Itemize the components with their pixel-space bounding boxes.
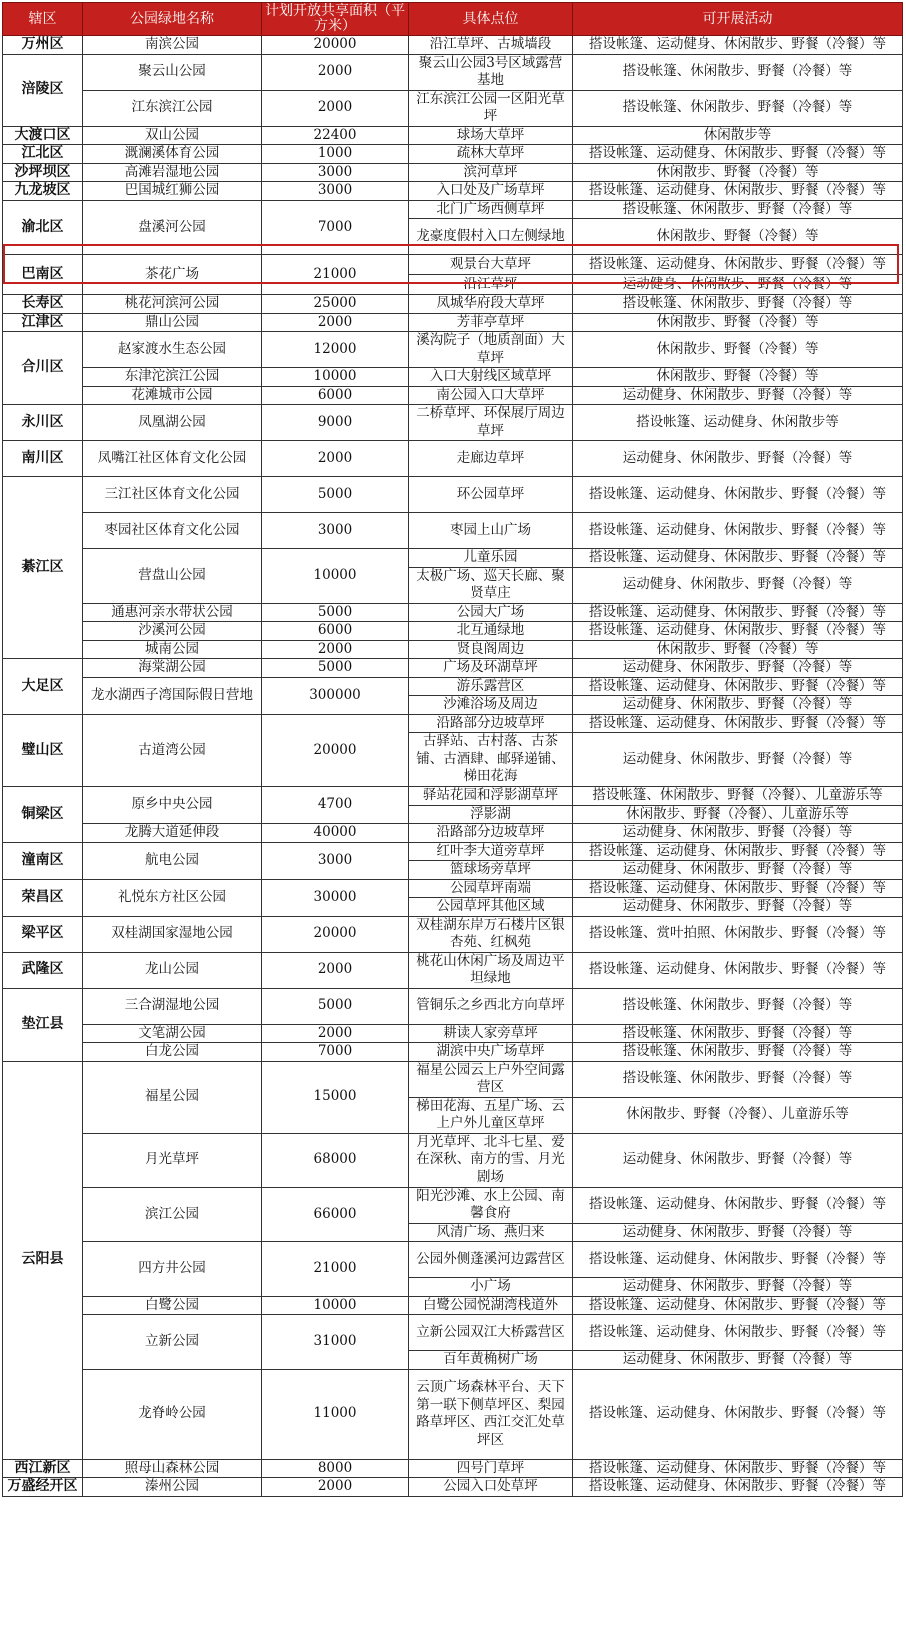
table-row	[3, 405, 903, 441]
park-name-cell: 月光草坪	[83, 1133, 262, 1187]
activities-cell: 休闲散步、野餐（冷餐）等	[573, 163, 903, 182]
table-row	[3, 622, 903, 641]
district-cell: 涪陵区	[3, 54, 83, 126]
table-row	[3, 182, 903, 201]
area-cell: 2000	[262, 1478, 409, 1497]
activities-cell: 运动健身、休闲散步、野餐（冷餐）等	[573, 1278, 903, 1297]
park-name-cell: 龙腾大道延伸段	[83, 824, 262, 843]
activities-cell: 搭设帐篷、休闲散步、野餐（冷餐）等	[573, 295, 903, 314]
location-cell: 北互通绿地	[409, 622, 573, 641]
area-cell: 4700	[262, 787, 409, 824]
location-cell: 溪沟院子（地质剖面）大草坪	[409, 332, 573, 368]
location-cell: 公园入口处草坪	[409, 1478, 573, 1497]
park-name-cell: 照母山森林公园	[83, 1459, 262, 1478]
area-cell: 20000	[262, 714, 409, 787]
location-cell: 疏林大草坪	[409, 145, 573, 164]
table-row	[3, 368, 903, 387]
location-cell: 湖滨中央广场草坪	[409, 1043, 573, 1062]
location-cell: 沿江草坪	[409, 275, 573, 295]
activities-cell: 运动健身、休闲散步、野餐（冷餐）等	[573, 659, 903, 678]
park-name-cell: 立新公园	[83, 1315, 262, 1370]
table-row	[3, 1369, 903, 1459]
table-row	[3, 255, 903, 275]
area-cell: 3000	[262, 163, 409, 182]
park-name-cell: 双桂湖国家湿地公园	[83, 916, 262, 952]
activities-cell: 搭设帐篷、运动健身、休闲散步、野餐（冷餐）等	[573, 549, 903, 568]
table-row	[3, 441, 903, 477]
park-name-cell: 三江社区体育文化公园	[83, 477, 262, 513]
table-row	[3, 549, 903, 568]
table-row	[3, 952, 903, 988]
park-name-cell: 凤嘴江社区体育文化公园	[83, 441, 262, 477]
location-cell: 梯田花海、五星广场、云上户外儿童区草坪	[409, 1097, 573, 1133]
park-name-cell: 凤凰湖公园	[83, 405, 262, 441]
table-row	[3, 916, 903, 952]
area-cell: 8000	[262, 1459, 409, 1478]
activities-cell: 搭设帐篷、运动健身、休闲散步、野餐（冷餐）等	[573, 603, 903, 622]
table-row	[3, 332, 903, 368]
park-name-cell: 南滨公园	[83, 36, 262, 55]
location-cell: 公园大广场	[409, 603, 573, 622]
activities-cell: 搭设帐篷、休闲散步、野餐（冷餐）等	[573, 200, 903, 219]
table-row	[3, 1459, 903, 1478]
park-name-cell: 福星公园	[83, 1061, 262, 1133]
park-name-cell: 原乡中央公园	[83, 787, 262, 824]
activities-cell: 搭设帐篷、运动健身、休闲散步、野餐（冷餐）等	[573, 1459, 903, 1478]
area-cell: 7000	[262, 200, 409, 255]
location-cell: 太极广场、巡天长廊、聚贤草庄	[409, 567, 573, 603]
district-cell: 西江新区	[3, 1459, 83, 1478]
park-name-cell: 营盘山公园	[83, 549, 262, 604]
park-name-cell: 聚云山公园	[83, 54, 262, 90]
activities-cell: 搭设帐篷、运动健身、休闲散步、野餐（冷餐）等	[573, 622, 903, 641]
area-cell: 6000	[262, 622, 409, 641]
location-cell: 耕读人家旁草坪	[409, 1024, 573, 1043]
location-cell: 沿路部分边坡草坪	[409, 714, 573, 733]
table-row	[3, 1187, 903, 1223]
district-cell: 綦江区	[3, 477, 83, 659]
area-cell: 10000	[262, 368, 409, 387]
activities-cell: 搭设帐篷、休闲散步、野餐（冷餐）、儿童游乐等	[573, 787, 903, 806]
activities-cell: 搭设帐篷、休闲散步、野餐（冷餐）等	[573, 90, 903, 126]
park-name-cell: 沙溪河公园	[83, 622, 262, 641]
park-name-cell: 鼎山公园	[83, 313, 262, 332]
location-cell: 四号门草坪	[409, 1459, 573, 1478]
location-cell: 凤城华府段大草坪	[409, 295, 573, 314]
area-cell: 10000	[262, 1296, 409, 1315]
district-cell: 大足区	[3, 659, 83, 715]
area-cell: 21000	[262, 255, 409, 295]
location-cell: 月光草坪、北斗七星、爱在深秋、南方的雪、月光剧场	[409, 1133, 573, 1187]
area-cell: 30000	[262, 879, 409, 916]
table-row	[3, 640, 903, 659]
table-row	[3, 603, 903, 622]
area-cell: 2000	[262, 1024, 409, 1043]
table-row	[3, 677, 903, 696]
activities-cell: 运动健身、休闲散步、野餐（冷餐）等	[573, 275, 903, 295]
activities-cell: 搭设帐篷、运动健身、休闲散步、野餐（冷餐）等	[573, 513, 903, 549]
activities-cell: 运动健身、休闲散步、野餐（冷餐）等	[573, 1351, 903, 1370]
location-cell: 双桂湖东岸万石楼片区银杏苑、红枫苑	[409, 916, 573, 952]
area-cell: 2000	[262, 441, 409, 477]
district-cell: 璧山区	[3, 714, 83, 787]
location-cell: 沙滩浴场及周边	[409, 696, 573, 715]
park-name-cell: 茶花广场	[83, 255, 262, 295]
area-cell: 9000	[262, 405, 409, 441]
location-cell: 桃花山休闲广场及周边平坦绿地	[409, 952, 573, 988]
location-cell: 公园外侧蓬溪河边露营区	[409, 1242, 573, 1278]
area-cell: 3000	[262, 182, 409, 201]
table-row	[3, 163, 903, 182]
activities-cell: 休闲散步等	[573, 126, 903, 145]
district-cell: 云阳县	[3, 1061, 83, 1459]
area-cell: 2000	[262, 54, 409, 90]
activities-cell: 搭设帐篷、运动健身、休闲散步、野餐（冷餐）等	[573, 1242, 903, 1278]
activities-cell: 搭设帐篷、赏叶拍照、休闲散步、野餐（冷餐）等	[573, 916, 903, 952]
area-cell: 31000	[262, 1315, 409, 1370]
location-cell: 北门广场西侧草坪	[409, 200, 573, 219]
district-cell: 荣昌区	[3, 879, 83, 916]
table-row	[3, 1296, 903, 1315]
activities-cell: 搭设帐篷、运动健身、休闲散步、野餐（冷餐）等	[573, 1187, 903, 1223]
park-name-cell: 城南公园	[83, 640, 262, 659]
location-cell: 古驿站、古村落、古茶铺、古酒肆、邮驿递铺、梯田花海	[409, 733, 573, 787]
park-name-cell: 花滩城市公园	[83, 386, 262, 405]
table-row	[3, 90, 903, 126]
table-row	[3, 477, 903, 513]
activities-cell: 搭设帐篷、休闲散步、野餐（冷餐）等	[573, 1061, 903, 1097]
park-name-cell: 溱州公园	[83, 1478, 262, 1497]
activities-cell: 运动健身、休闲散步、野餐（冷餐）等	[573, 898, 903, 917]
location-cell: 环公园草坪	[409, 477, 573, 513]
table-row	[3, 54, 903, 90]
activities-cell: 搭设帐篷、运动健身、休闲散步、野餐（冷餐）等	[573, 182, 903, 201]
table-row	[3, 1478, 903, 1497]
district-cell: 万盛经开区	[3, 1478, 83, 1497]
table-row	[3, 1242, 903, 1278]
area-cell: 3000	[262, 842, 409, 879]
park-name-cell: 文笔湖公园	[83, 1024, 262, 1043]
area-cell: 3000	[262, 513, 409, 549]
area-cell: 21000	[262, 1242, 409, 1297]
activities-cell: 搭设帐篷、运动健身、休闲散步、野餐（冷餐）等	[573, 952, 903, 988]
activities-cell: 运动健身、休闲散步、野餐（冷餐）等	[573, 1133, 903, 1187]
table-row	[3, 659, 903, 678]
activities-cell: 搭设帐篷、休闲散步、野餐（冷餐）等	[573, 1024, 903, 1043]
location-cell: 儿童乐园	[409, 549, 573, 568]
activities-cell: 运动健身、休闲散步、野餐（冷餐）等	[573, 386, 903, 405]
table-row	[3, 787, 903, 806]
location-cell: 云顶广场森林平台、天下第一联下侧草坪区、梨园路草坪区、西江交汇处草坪区	[409, 1369, 573, 1459]
area-cell: 66000	[262, 1187, 409, 1242]
district-cell: 渝北区	[3, 200, 83, 255]
location-cell: 走廊边草坪	[409, 441, 573, 477]
table-row	[3, 988, 903, 1024]
area-cell: 300000	[262, 677, 409, 714]
area-cell: 40000	[262, 824, 409, 843]
activities-cell: 运动健身、休闲散步、野餐（冷餐）等	[573, 1223, 903, 1242]
activities-cell: 休闲散步、野餐（冷餐）等	[573, 368, 903, 387]
activities-cell: 搭设帐篷、运动健身、休闲散步、野餐（冷餐）等	[573, 842, 903, 861]
location-cell: 滨河草坪	[409, 163, 573, 182]
district-cell: 永川区	[3, 405, 83, 441]
district-cell: 铜梁区	[3, 787, 83, 843]
table-row	[3, 386, 903, 405]
area-cell: 15000	[262, 1061, 409, 1133]
park-name-cell: 白龙公园	[83, 1043, 262, 1062]
table-row	[3, 313, 903, 332]
header-location: 具体点位	[409, 3, 573, 36]
header-district: 辖区	[3, 3, 83, 36]
activities-cell: 运动健身、休闲散步、野餐（冷餐）等	[573, 567, 903, 603]
activities-cell: 运动健身、休闲散步、野餐（冷餐）等	[573, 696, 903, 715]
park-name-cell: 海棠湖公园	[83, 659, 262, 678]
location-cell: 公园草坪南端	[409, 879, 573, 898]
location-cell: 风清广场、燕归来	[409, 1223, 573, 1242]
activities-cell: 搭设帐篷、运动健身、休闲散步、野餐（冷餐）等	[573, 677, 903, 696]
location-cell: 江东滨江公园一区阳光草坪	[409, 90, 573, 126]
park-name-cell: 溉澜溪体育公园	[83, 145, 262, 164]
activities-cell: 搭设帐篷、运动健身、休闲散步、野餐（冷餐）等	[573, 477, 903, 513]
location-cell: 球场大草坪	[409, 126, 573, 145]
area-cell: 6000	[262, 386, 409, 405]
district-cell: 潼南区	[3, 842, 83, 879]
park-name-cell: 高滩岩湿地公园	[83, 163, 262, 182]
activities-cell: 搭设帐篷、休闲散步、野餐（冷餐）等	[573, 1043, 903, 1062]
location-cell: 聚云山公园3号区域露营基地	[409, 54, 573, 90]
park-name-cell: 盘溪河公园	[83, 200, 262, 255]
table-row	[3, 200, 903, 219]
park-name-cell: 礼悦东方社区公园	[83, 879, 262, 916]
area-cell: 25000	[262, 295, 409, 314]
location-cell: 小广场	[409, 1278, 573, 1297]
park-name-cell: 巴国城红狮公园	[83, 182, 262, 201]
header-row	[3, 3, 903, 36]
location-cell: 入口处及广场草坪	[409, 182, 573, 201]
activities-cell: 搭设帐篷、运动健身、休闲散步等	[573, 405, 903, 441]
district-cell: 九龙坡区	[3, 182, 83, 201]
area-cell: 20000	[262, 36, 409, 55]
area-cell: 5000	[262, 477, 409, 513]
activities-cell: 搭设帐篷、运动健身、休闲散步、野餐（冷餐）等	[573, 1369, 903, 1459]
location-cell: 广场及环湖草坪	[409, 659, 573, 678]
park-name-cell: 东津沱滨江公园	[83, 368, 262, 387]
activities-cell: 运动健身、休闲散步、野餐（冷餐）等	[573, 824, 903, 843]
area-cell: 5000	[262, 603, 409, 622]
table-row	[3, 36, 903, 55]
district-cell: 长寿区	[3, 295, 83, 314]
activities-cell: 休闲散步、野餐（冷餐）、儿童游乐等	[573, 1097, 903, 1133]
location-cell: 枣园上山广场	[409, 513, 573, 549]
district-cell: 巴南区	[3, 255, 83, 295]
park-name-cell: 枣园社区体育文化公园	[83, 513, 262, 549]
park-list-table	[2, 2, 903, 1497]
header-area: 计划开放共享面积（平方米）	[262, 3, 409, 36]
area-cell: 2000	[262, 640, 409, 659]
location-cell: 福星公园云上户外空间露营区	[409, 1061, 573, 1097]
area-cell: 2000	[262, 90, 409, 126]
location-cell: 二桥草坪、环保展厅周边草坪	[409, 405, 573, 441]
location-cell: 沿路部分边坡草坪	[409, 824, 573, 843]
activities-cell: 搭设帐篷、运动健身、休闲散步、野餐（冷餐）等	[573, 145, 903, 164]
location-cell: 游乐露营区	[409, 677, 573, 696]
activities-cell: 搭设帐篷、运动健身、休闲散步、野餐（冷餐）等	[573, 1315, 903, 1351]
park-name-cell: 桃花河滨河公园	[83, 295, 262, 314]
activities-cell: 搭设帐篷、运动健身、休闲散步、野餐（冷餐）等	[573, 36, 903, 55]
location-cell: 入口大射线区域草坪	[409, 368, 573, 387]
park-name-cell: 龙山公园	[83, 952, 262, 988]
location-cell: 浮影湖	[409, 805, 573, 824]
table-row	[3, 1043, 903, 1062]
district-cell: 江北区	[3, 145, 83, 164]
table-row	[3, 714, 903, 733]
activities-cell: 运动健身、休闲散步、野餐（冷餐）等	[573, 861, 903, 880]
activities-cell: 搭设帐篷、运动健身、休闲散步、野餐（冷餐）等	[573, 1296, 903, 1315]
park-name-cell: 江东滨江公园	[83, 90, 262, 126]
park-name-cell: 古道湾公园	[83, 714, 262, 787]
location-cell: 百年黄桷树广场	[409, 1351, 573, 1370]
activities-cell: 搭设帐篷、运动健身、休闲散步、野餐（冷餐）等	[573, 1478, 903, 1497]
activities-cell: 搭设帐篷、运动健身、休闲散步、野餐（冷餐）等	[573, 879, 903, 898]
area-cell: 5000	[262, 659, 409, 678]
park-name-cell: 白鹭公园	[83, 1296, 262, 1315]
activities-cell: 搭设帐篷、休闲散步、野餐（冷餐）等	[573, 54, 903, 90]
location-cell: 管铜乐之乡西北方向草坪	[409, 988, 573, 1024]
area-cell: 20000	[262, 916, 409, 952]
district-cell: 合川区	[3, 332, 83, 405]
park-name-cell: 赵家渡水生态公园	[83, 332, 262, 368]
location-cell: 沿江草坪、古城墙段	[409, 36, 573, 55]
area-cell: 2000	[262, 952, 409, 988]
activities-cell: 搭设帐篷、运动健身、休闲散步、野餐（冷餐）等	[573, 255, 903, 275]
header-park: 公园绿地名称	[83, 3, 262, 36]
area-cell: 7000	[262, 1043, 409, 1062]
location-cell: 公园草坪其他区域	[409, 898, 573, 917]
district-cell: 梁平区	[3, 916, 83, 952]
area-cell: 2000	[262, 313, 409, 332]
district-cell: 南川区	[3, 441, 83, 477]
table-row	[3, 295, 903, 314]
activities-cell: 休闲散步、野餐（冷餐）等	[573, 313, 903, 332]
area-cell: 5000	[262, 988, 409, 1024]
location-cell: 立新公园双江大桥露营区	[409, 1315, 573, 1351]
location-cell: 观景台大草坪	[409, 255, 573, 275]
activities-cell: 休闲散步、野餐（冷餐）等	[573, 219, 903, 255]
activities-cell: 运动健身、休闲散步、野餐（冷餐）等	[573, 441, 903, 477]
table-row	[3, 1024, 903, 1043]
table-row	[3, 145, 903, 164]
location-cell: 篮球场旁草坪	[409, 861, 573, 880]
table-row	[3, 1061, 903, 1097]
activities-cell: 搭设帐篷、运动健身、休闲散步、野餐（冷餐）等	[573, 714, 903, 733]
district-cell: 武隆区	[3, 952, 83, 988]
area-cell: 22400	[262, 126, 409, 145]
location-cell: 南公园入口大草坪	[409, 386, 573, 405]
activities-cell: 休闲散步、野餐（冷餐）等	[573, 640, 903, 659]
location-cell: 芳菲亭草坪	[409, 313, 573, 332]
park-name-cell: 龙水湖西子湾国际假日营地	[83, 677, 262, 714]
table-row	[3, 126, 903, 145]
park-name-cell: 通惠河亲水带状公园	[83, 603, 262, 622]
area-cell: 12000	[262, 332, 409, 368]
table-row	[3, 824, 903, 843]
park-name-cell: 滨江公园	[83, 1187, 262, 1242]
district-cell: 江津区	[3, 313, 83, 332]
district-cell: 万州区	[3, 36, 83, 55]
table-row	[3, 1133, 903, 1187]
area-cell: 1000	[262, 145, 409, 164]
activities-cell: 运动健身、休闲散步、野餐（冷餐）等	[573, 733, 903, 787]
table-row	[3, 842, 903, 861]
park-name-cell: 双山公园	[83, 126, 262, 145]
activities-cell: 休闲散步、野餐（冷餐）、儿童游乐等	[573, 805, 903, 824]
location-cell: 贤良阁周边	[409, 640, 573, 659]
district-cell: 垫江县	[3, 988, 83, 1061]
header-activities: 可开展活动	[573, 3, 903, 36]
location-cell: 白鹭公园悦湖湾栈道外	[409, 1296, 573, 1315]
location-cell: 龙豪度假村入口左侧绿地	[409, 219, 573, 255]
table-row	[3, 1315, 903, 1351]
park-name-cell: 龙脊岭公园	[83, 1369, 262, 1459]
location-cell: 驿站花园和浮影湖草坪	[409, 787, 573, 806]
district-cell: 大渡口区	[3, 126, 83, 145]
park-name-cell: 四方井公园	[83, 1242, 262, 1297]
activities-cell: 搭设帐篷、休闲散步、野餐（冷餐）等	[573, 988, 903, 1024]
activities-cell: 休闲散步、野餐（冷餐）等	[573, 332, 903, 368]
district-cell: 沙坪坝区	[3, 163, 83, 182]
table-row	[3, 879, 903, 898]
table-row	[3, 513, 903, 549]
area-cell: 10000	[262, 549, 409, 604]
park-name-cell: 三合湖湿地公园	[83, 988, 262, 1024]
location-cell: 阳光沙滩、水上公园、南馨食府	[409, 1187, 573, 1223]
area-cell: 68000	[262, 1133, 409, 1187]
area-cell: 11000	[262, 1369, 409, 1459]
location-cell: 红叶李大道旁草坪	[409, 842, 573, 861]
park-name-cell: 航电公园	[83, 842, 262, 879]
